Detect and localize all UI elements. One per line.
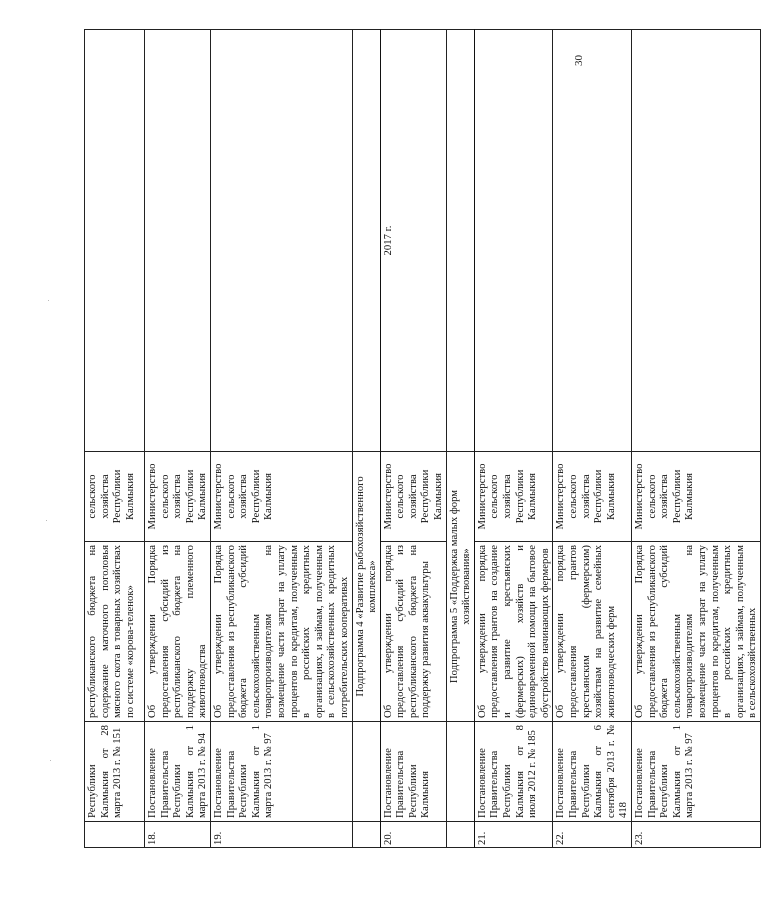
row-number: 18. (145, 822, 211, 848)
subprogram-title: Подпрограмма 5 «Поддержка малых форм хозяйствования» (446, 452, 474, 722)
subprogram-year-cell (446, 30, 474, 452)
description-cell: республиканского бюджета на содержание маточного поголовья мясного скота в товарных хозяйствах по системе «корова-теленок» (85, 542, 145, 722)
executor-cell: Министерство сельского хозяйства Республики Калмыкия (553, 452, 632, 542)
document-cell: Постановление Правительства Республики Калмыкия от 1 марта 2013 г. № 97 (631, 722, 760, 822)
subprogram-number-cell (352, 822, 380, 848)
document-cell: Постановление Правительства Республики Калмыкия от 6 сентября 2013 г. № 418 (553, 722, 632, 822)
document-cell: Постановление Правительства Республики Калмыкия от 8 июля 2012 г. № 185 (474, 722, 553, 822)
executor-cell: Министерство сельского хозяйства Республики Калмыкия (474, 452, 553, 542)
year-cell (553, 30, 632, 452)
year-cell (85, 30, 145, 452)
table-row (631, 30, 760, 848)
row-number (85, 822, 145, 848)
executor-cell: Министерство сельского хозяйства Республики Калмыкия (380, 452, 446, 542)
description-cell: Об утверждении Порядка предоставления из республиканского бюджета субсидий сельскохозяйственным товаропроизводителям на возмещение части затрат на уплату процентов по кредитам, полученным в российских кредитных организациях, и займам, полученным в сельскохозяйственных кредитных потребительских кооперативах (210, 542, 352, 722)
table-row (145, 30, 211, 848)
row-number: 23. (631, 822, 760, 848)
table-row (85, 30, 145, 848)
executor-cell: Министерство сельского хозяйства Республики Калмыкия (145, 452, 211, 542)
document-cell: Республики Калмыкия от 28 марта 2013 г. № 151 (85, 722, 145, 822)
document-cell: Постановление Правительства Республики Калмыкия от 1 марта 2013 г. № 94 (145, 722, 211, 822)
rotated-table-container (84, 30, 759, 848)
year-cell (474, 30, 553, 452)
description-cell: Об утверждении порядка предоставления субсидий из республиканского бюджета на поддержку развития аквакультуры (380, 542, 446, 722)
row-number: 21. (474, 822, 553, 848)
subprogram-doc-cell (446, 722, 474, 822)
year-cell (145, 30, 211, 452)
description-cell: Об утверждении порядка предоставления грантов крестьянским (фермерским) хозяйствам на развитие семейных животноводческих ферм (553, 542, 632, 722)
description-cell: Об утверждении порядка предоставления грантов на создание и развитие крестьянских (фермерских) хозяйств и единовременной помощи на бытовое обустройство начинающих фермеров (474, 542, 553, 722)
year-cell: 2017 г. (380, 30, 446, 452)
table-row (474, 30, 553, 848)
subprogram-title: Подпрограмма 4 «Развитие рыбохозяйственного комплекса» (352, 452, 380, 722)
executor-cell: сельского хозяйства Республики Калмыкия (85, 452, 145, 542)
subprogram-row (446, 30, 474, 848)
year-cell (631, 30, 760, 452)
subprogram-year-cell (352, 30, 380, 452)
subprogram-doc-cell (352, 722, 380, 822)
row-number: 22. (553, 822, 632, 848)
table-row (553, 30, 632, 848)
legal-acts-table (84, 29, 761, 848)
scan-speck (48, 300, 49, 301)
scan-speck (50, 760, 51, 761)
executor-cell: Министерство сельского хозяйства Республики Калмыкия (210, 452, 352, 542)
subprogram-row (352, 30, 380, 848)
document-cell: Постановление Правительства Республики Калмыкия (380, 722, 446, 822)
table-row (210, 30, 352, 848)
executor-cell: Министерство сельского хозяйства Республики Калмыкия (631, 452, 760, 542)
description-cell: Об утверждении Порядка предоставления субсидий из республиканского бюджета на поддержку племенного животноводства (145, 542, 211, 722)
document-cell: Постановление Правительства Республики Калмыкия от 1 марта 2013 г. № 97 (210, 722, 352, 822)
scan-speck (46, 520, 47, 521)
year-cell (210, 30, 352, 452)
description-cell: Об утверждении Порядка предоставления из республиканского бюджета субсидий сельскохозяйственным товаропроизводителям на возмещение части затрат на уплату процентов по кредитам, полученным в российских кредитных организациях, и займам, полученным в сельскохозяйственных (631, 542, 760, 722)
subprogram-number-cell (446, 822, 474, 848)
table-row (380, 30, 446, 848)
row-number: 20. (380, 822, 446, 848)
row-number: 19. (210, 822, 352, 848)
page-number: 30 (573, 55, 585, 66)
